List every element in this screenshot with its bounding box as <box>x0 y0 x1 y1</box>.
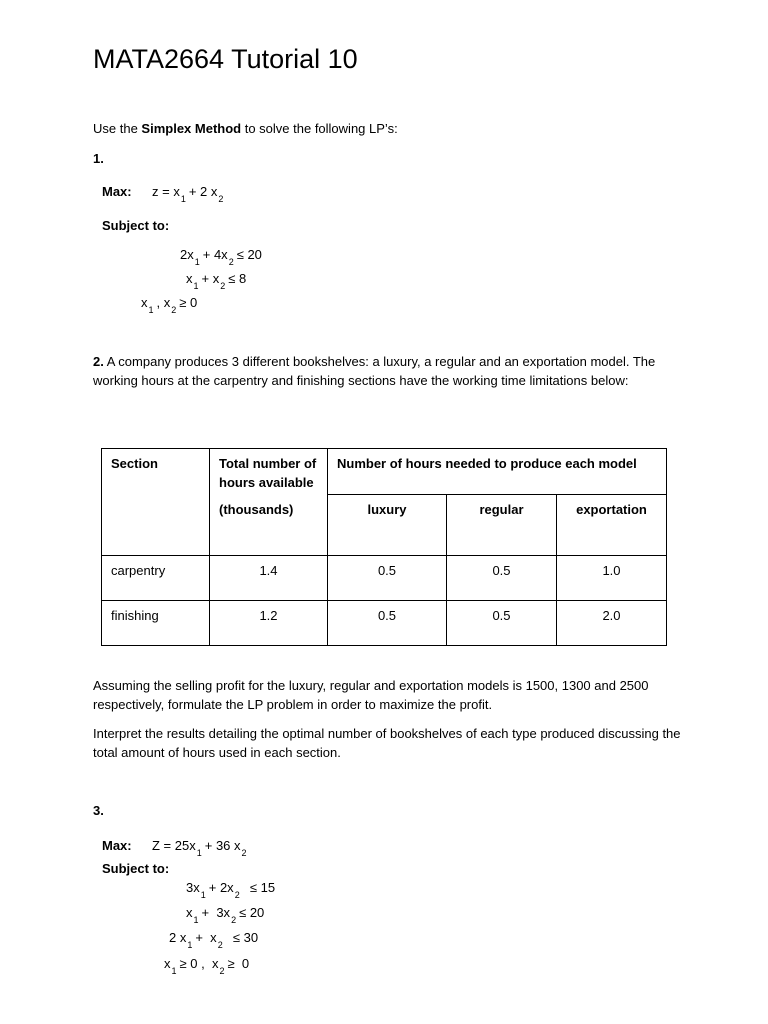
row-total: 1.2 <box>210 601 328 646</box>
problem3-nonnegativity: $x_1 \ge 0$ , $x_2 \ge 0$ <box>164 956 250 976</box>
row-section: finishing <box>102 601 210 646</box>
intro-line <box>93 119 398 138</box>
row-total: 1.4 <box>210 556 328 601</box>
page-title: MATA2664 Tutorial 10 <box>93 44 358 74</box>
problem3-subject-to: Subject to: <box>102 861 170 876</box>
header-model-exportation: exportation <box>557 495 667 556</box>
row-value-regular: 0.5 <box>447 601 557 646</box>
problem3-constraint-2: $x_1 + 3x_2 \le 20$ <box>186 905 265 925</box>
problem2-profit-paragraph: Assuming the selling profit for the luxury, regular and exportation models is 1500, 1300 and 2500 respectively, formulate the LP problem in order to maximize the profit. <box>93 678 649 712</box>
header-total-hours: Total number of hours available (thousands) <box>210 449 328 556</box>
row-value-luxury: 0.5 <box>328 601 447 646</box>
header-section: Section <box>102 449 210 556</box>
problem1-nonnegativity: $x_1$ , $x_2 \ge 0$ <box>141 295 198 315</box>
row-value-regular: 0.5 <box>447 556 557 601</box>
problem1-constraint-1: $2x_1 + 4x_2 \le 20$ <box>180 247 262 267</box>
problem3-max-label: Max: <box>102 838 132 853</box>
problem2-interpret-paragraph: Interpret the results detailing the optimal number of bookshelves of each type produced discussing the total amount of hours used in each section. <box>93 726 681 760</box>
problem1-max-label: Max: <box>102 184 132 199</box>
intro-suffix: to solve the following LP’s: <box>241 121 398 136</box>
problem2-statement: 2. A company produces 3 different bookshelves: a luxury, a regular and an exportation model. The working hours at the carpentry and finishing sections have the working time limitations below: <box>93 354 656 388</box>
problem3-constraint-3: 2 $x_1 + x_2 \le 30$ <box>169 930 259 950</box>
header-model-luxury: luxury <box>328 495 447 556</box>
header-model-regular: regular <box>447 495 557 556</box>
row-value-luxury: 0.5 <box>328 556 447 601</box>
problem1-objective: $z = x_1 + 2$ $x_2$ <box>152 184 224 204</box>
table-row <box>102 601 667 646</box>
problem3-objective: $Z = 25x_1 + 36$ $x_2$ <box>152 838 247 858</box>
row-value-exportation: 2.0 <box>557 601 667 646</box>
intro-method: Simplex Method <box>141 121 242 136</box>
hours-table <box>101 448 667 646</box>
problem3-number: 3. <box>93 803 104 818</box>
row-section: carpentry <box>102 556 210 601</box>
table-row <box>102 556 667 601</box>
problem1-subject-to: Subject to: <box>102 218 170 233</box>
problem1-number: 1. <box>93 151 104 166</box>
row-value-exportation: 1.0 <box>557 556 667 601</box>
intro-prefix: Use the <box>93 121 142 136</box>
problem1-constraint-2: $x_1 + x_2 \le 8$ <box>186 271 247 291</box>
header-hours-per-model: Number of hours needed to produce each model <box>328 449 667 495</box>
problem3-constraint-1: $3x_1 + 2x_2 \le 15$ <box>186 880 276 900</box>
